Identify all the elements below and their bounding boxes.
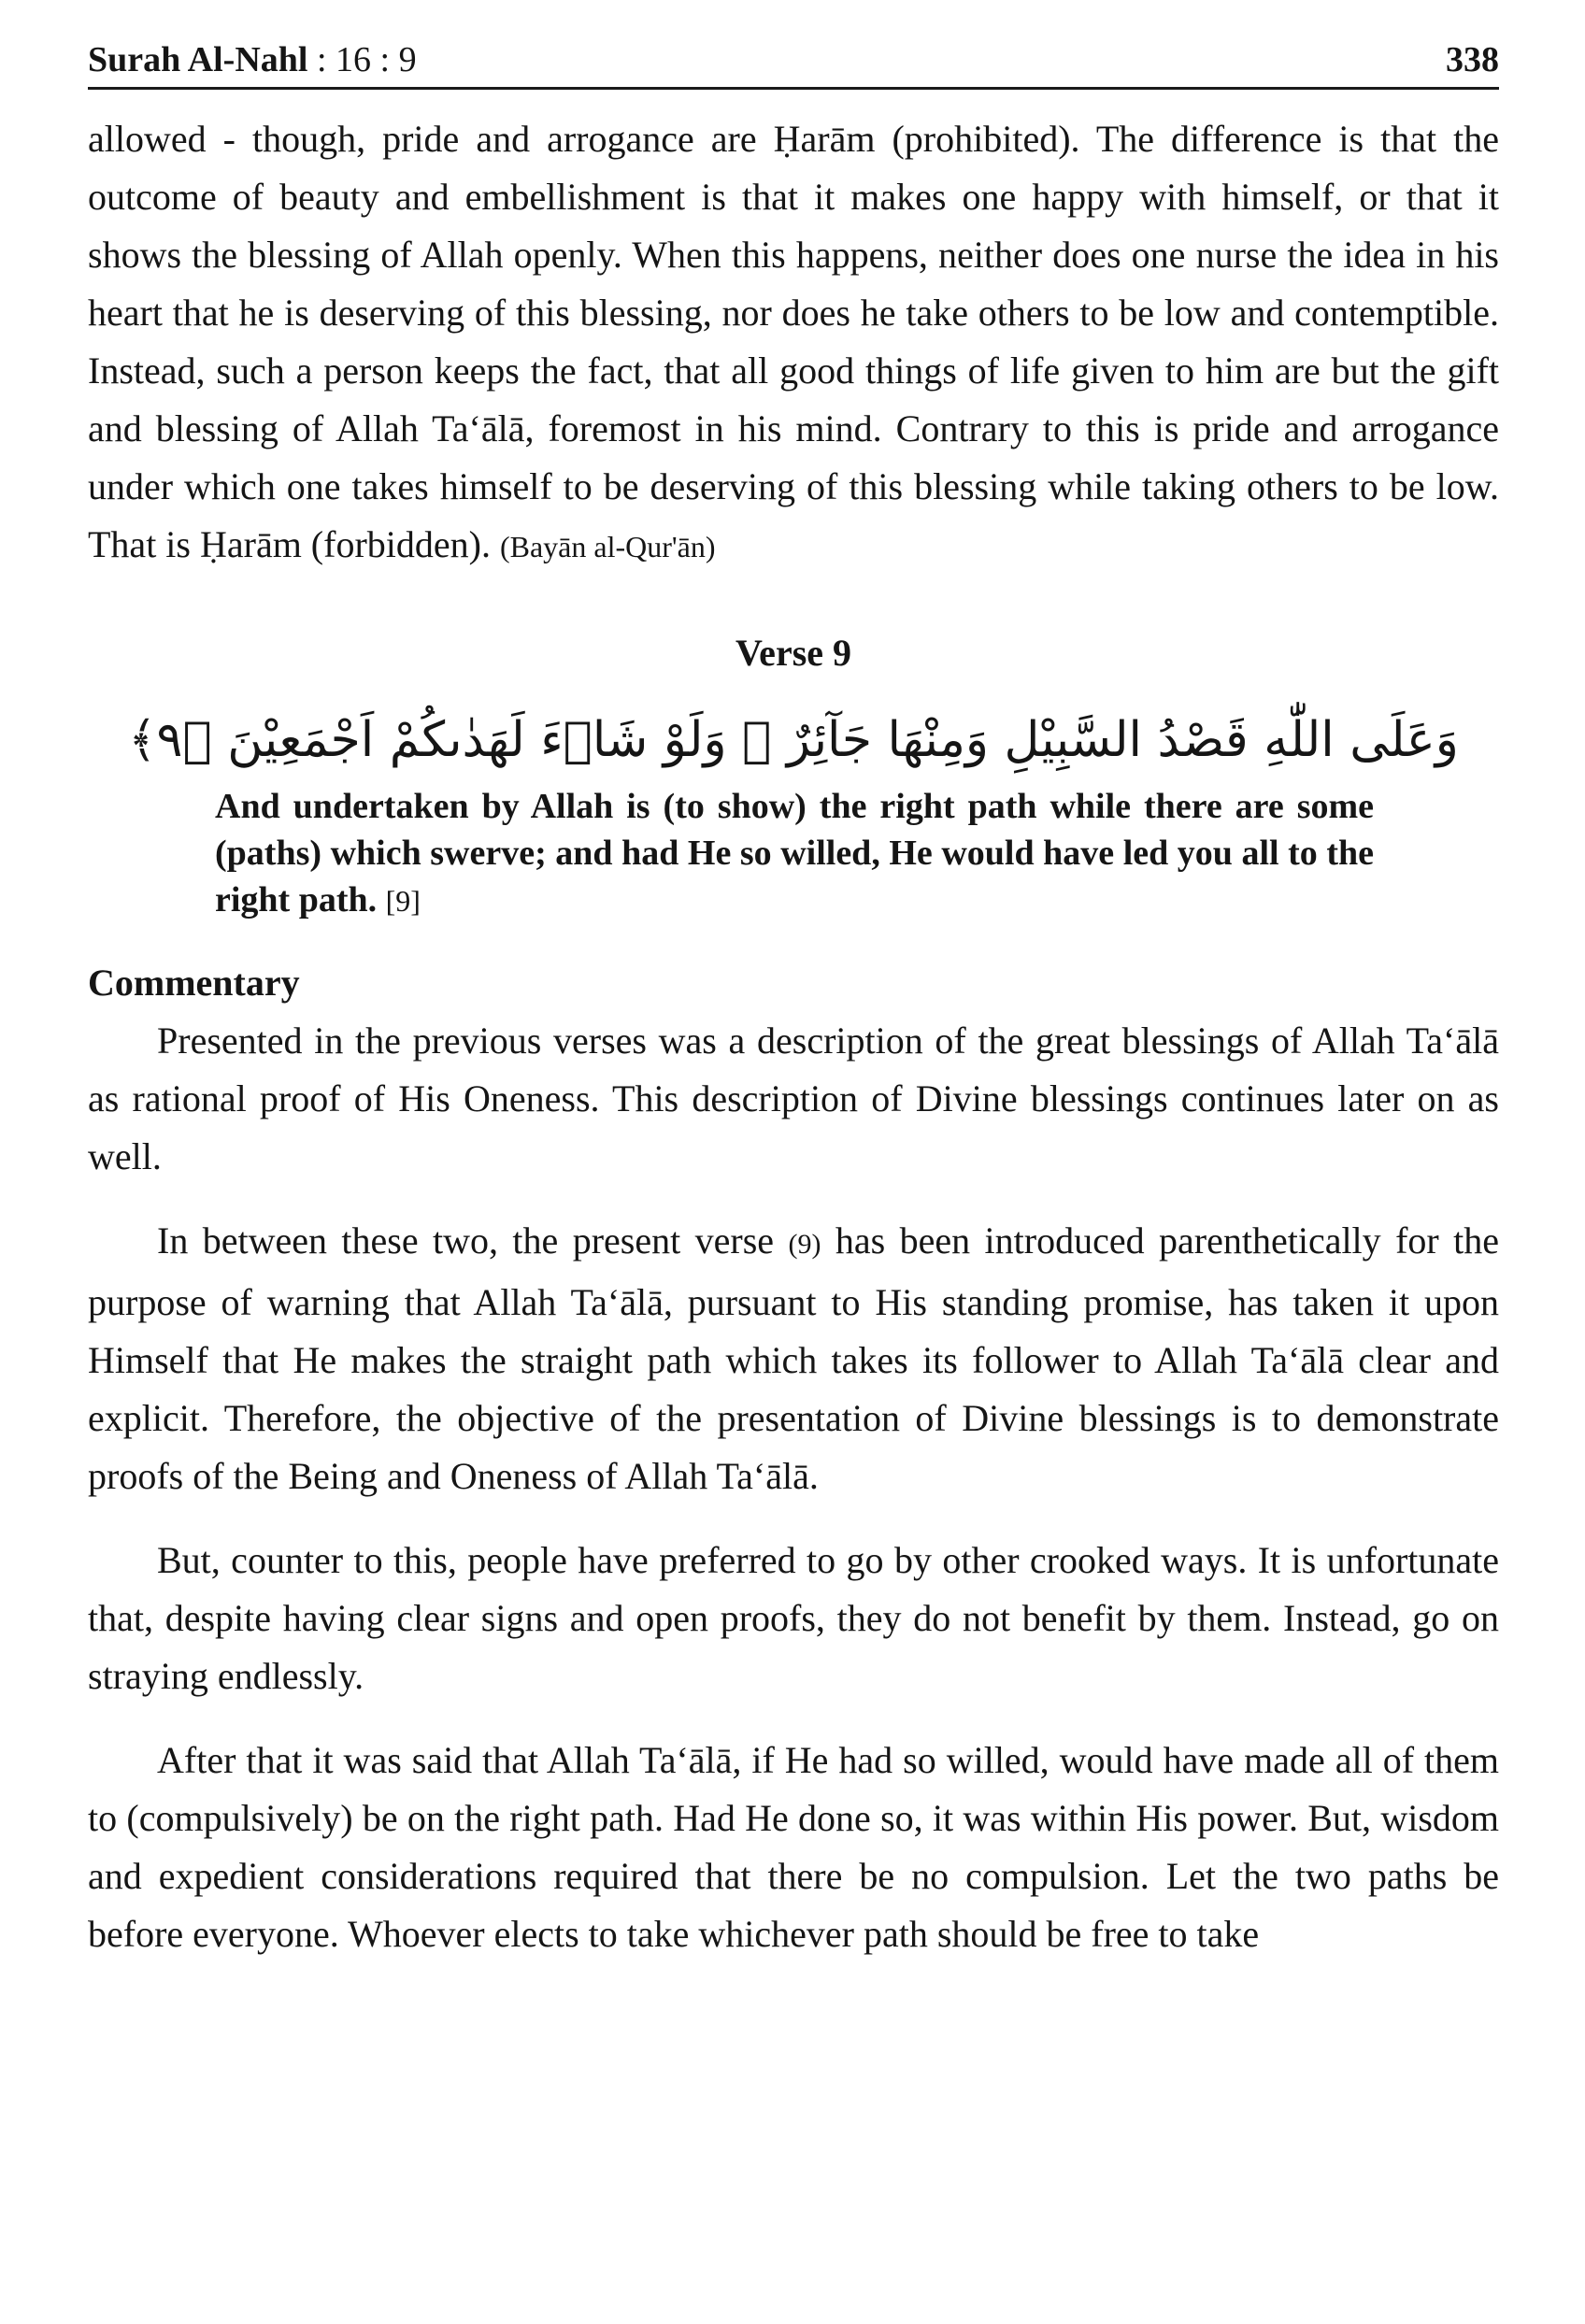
verse-translation	[215, 783, 1374, 924]
surah-reference: 16 : 9	[336, 40, 417, 79]
header-separator: : 16 : 9	[316, 40, 417, 79]
continued-paragraph-text: allowed - though, pride and arrogance are Ḥarām (prohibited). The difference is that the outcome of beauty and embellishment is that it makes one happy with himself, or that it shows the blessing of Allah openly. When this happens, neither does one nurse the idea in his heart that he is deserving of this blessing, nor does he take others to be low and contemptible. Instead, such a person keeps the fact, that all good things of life given to him are but the gift and blessing of Allah Ta‘ālā, foremost in his mind. Contrary to this is pride and arrogance under which one takes himself to be deserving of this blessing while taking others to be low. That is Ḥarām (forbidden).	[88, 118, 1499, 565]
verse-heading: Verse 9	[735, 632, 852, 674]
paragraph-2-rest: parenthetically for the purpose of warning that Allah Ta‘ālā, pursuant to His standing promise, has taken it upon Himself that He makes the straight path which takes its follower to Allah Ta‘ālā clear and explicit. Therefore, the objective of the presentation of Divine blessings is to demonstrate proofs of the Being and Oneness of Allah Ta‘ālā.	[88, 1219, 1500, 1497]
paragraph-2-mid: has been introduced	[835, 1219, 1145, 1262]
book-page	[88, 36, 1499, 1963]
page-number: 338	[1446, 40, 1499, 79]
commentary-paragraph-2	[88, 1212, 1499, 1505]
commentary-heading: Commentary	[88, 962, 300, 1004]
surah-title: Surah Al-Nahl	[88, 40, 308, 79]
paragraph-2-lead: In between these two, the present verse	[157, 1219, 775, 1262]
commentary-paragraph-1: Presented in the previous verses was a description of the great blessings of Allah Ta‘ālā as rational proof of His Oneness. This description of Divine blessings continues later on as well.	[88, 1019, 1499, 1177]
commentary-paragraph-4: After that it was said that Allah Ta‘ālā, if He had so willed, would have made all of them to (compulsively) be on the right path. Had He done so, it was within His power. But, wisdom and expedient considerations required that there be no compulsion. Let the two paths be before everyone. Whoever elects to take whichever path should be free to take	[88, 1739, 1499, 1955]
source-citation: (Bayān al-Qur'ān)	[499, 530, 716, 563]
verse-translation-text: And undertaken by Allah is (to show) the right path while there are some (paths) which swerve; and had He so willed, He would have led you all to the right path.	[215, 787, 1374, 920]
commentary-paragraph-3: But, counter to this, people have preferred to go by other crooked ways. It is unfortunate that, despite having clear signs and open proofs, they do not benefit by them. Instead, go on straying endlessly.	[88, 1539, 1499, 1697]
running-header	[88, 36, 1499, 90]
arabic-verse: وَعَلَى اللّٰهِ قَصْدُ السَّبِيْلِ وَمِنْهَا جَآئِرٌ ۭ وَلَوْ شَاۗءَ لَهَدٰىكُمْ اَجْمَعِيْنَ ﴿٩﴾	[128, 712, 1459, 768]
verse-number: [9]	[385, 884, 421, 918]
header-left	[88, 38, 417, 81]
verse-reference: (9)	[788, 1229, 821, 1260]
continued-paragraph	[88, 110, 1499, 576]
